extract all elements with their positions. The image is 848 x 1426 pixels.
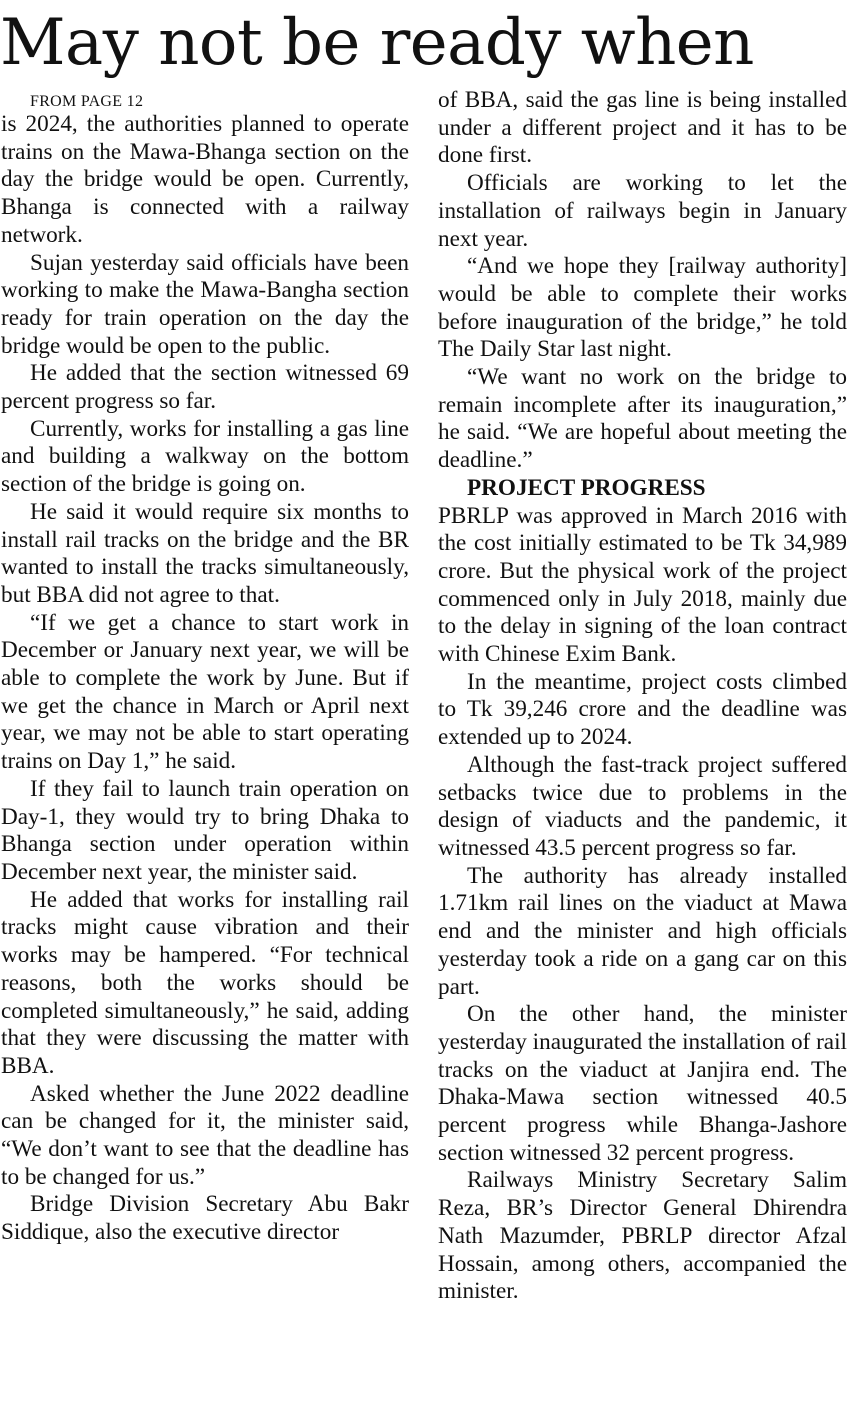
paragraph: On the other hand, the minister yesterday inaugurated the installation of rail tracks on the viaduct at Janjira end. The Dhaka-Mawa section witnessed 40.5 percent progress while Bhanga-Jashore section witnessed 32 percent progress.	[438, 1001, 847, 1166]
paragraph: “If we get a chance to start work in December or January next year, we will be able to complete the work by June. But if we get the chance in March or April next year, we may not be able to start operating trains on Day 1,” he said.	[1, 609, 409, 775]
paragraph: Bridge Division Secretary Abu Bakr Siddique, also the executive director	[1, 1191, 409, 1246]
section-subhead: PROJECT PROGRESS	[467, 474, 706, 501]
paragraph: Although the fast-track project suffered setbacks twice due to problems in the design of viaducts and the pandemic, it witnessed 43.5 percent progress so far.	[438, 751, 847, 861]
paragraph: In the meantime, project costs climbed to Tk 39,246 crore and the deadline was extended up to 2024.	[438, 668, 847, 751]
article-column-right	[438, 87, 847, 1306]
paragraph: Sujan yesterday said officials have been working to make the Mawa-Bangha section ready for train operation on the day the bridge would be open to the public.	[1, 249, 409, 359]
paragraph: He added that works for installing rail tracks might cause vibration and their works may be hampered. “For technical reasons, both the works should be completed simultaneously,” he said, adding that they were discussing the matter with BBA.	[1, 886, 409, 1079]
paragraph: Officials are working to let the installation of railways begin in January next year.	[438, 170, 847, 252]
paragraph: If they fail to launch train operation on Day-1, they would try to bring Dhaka to Bhanga section under operation within December next year, the minister said.	[1, 775, 409, 885]
paragraph: of BBA, said the gas line is being installed under a different project and it has to be done first.	[438, 87, 847, 169]
paragraph: “And we hope they [railway authority] would be able to complete their works before inauguration of the bridge,” he told The Daily Star last night.	[438, 253, 847, 363]
article-column-left	[1, 93, 409, 1247]
paragraph: The authority has already installed 1.71km rail lines on the viaduct at Mawa end and the minister and high officials yesterday took a ride on a gang car on this part.	[438, 862, 847, 1000]
paragraph: Asked whether the June 2022 deadline can be changed for it, the minister said, “We don’t want to see that the deadline has to be changed for us.”	[1, 1080, 409, 1190]
paragraph: “We want no work on the bridge to remain incomplete after its inauguration,” he said. “We are hopeful about meeting the deadline.”	[438, 364, 847, 474]
paragraph: PBRLP was approved in March 2016 with the cost initially estimated to be Tk 34,989 crore. But the physical work of the project commenced only in July 2018, mainly due to the delay in signing of the loan contract with Chinese Exim Bank.	[438, 502, 847, 668]
headline: May not be ready when	[0, 6, 754, 80]
jump-line: FROM PAGE 12	[30, 93, 144, 110]
paragraph: Railways Ministry Secretary Salim Reza, BR’s Director General Dhirendra Nath Mazumder, PBRLP director Afzal Hossain, among others, accompanied the minister.	[438, 1167, 847, 1305]
paragraph: He said it would require six months to install rail tracks on the bridge and the BR wanted to install the tracks simultaneously, but BBA did not agree to that.	[1, 498, 409, 608]
paragraph: is 2024, the authorities planned to operate trains on the Mawa-Bhanga section on the day the bridge would be open. Currently, Bhanga is connected with a railway network.	[1, 111, 409, 248]
paragraph: Currently, works for installing a gas line and building a walkway on the bottom section of the bridge is going on.	[1, 415, 409, 498]
paragraph: He added that the section witnessed 69 percent progress so far.	[1, 360, 409, 415]
